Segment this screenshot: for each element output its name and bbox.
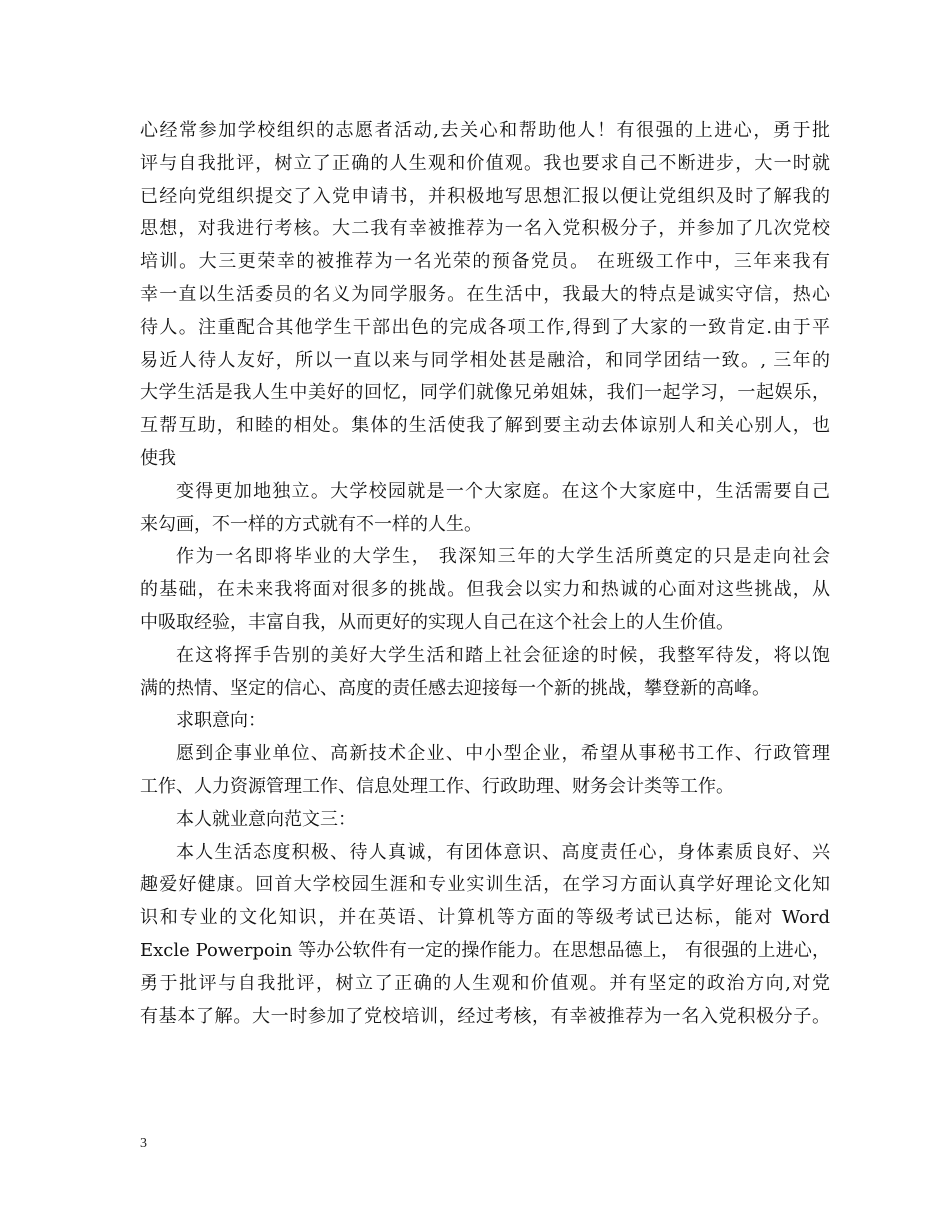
text-line: 来勾画，不一样的方式就有不一样的人生。 — [140, 513, 482, 535]
text-line: 愿到企事业单位、高新技术企业、中小型企业，希望从事秘书工作、行政管理 — [176, 743, 830, 765]
text-line: 易近人待人友好，所以一直以来与同学相处甚是融洽，和同学团结一致。, 三年的 — [140, 349, 830, 371]
text-line: 有基本了解。大一时参加了党校培训，经过考核，有幸被推荐为一名入党积极分子。 — [140, 1005, 830, 1027]
text-line: 评与自我批评，树立了正确的人生观和价值观。我也要求自己不断进步，大一时就 — [140, 152, 830, 174]
text-line: 本人生活态度积极、待人真诚，有团体意识、高度责任心，身体素质良好、兴 — [176, 841, 830, 863]
text-line: 互帮互助，和睦的相处。集体的生活使我了解到要主动去体谅别人和关心别人，也 — [140, 415, 830, 437]
body-text — [140, 115, 830, 1033]
text-line: 作为一名即将毕业的大学生， 我深知三年的大学生活所奠定的只是走向社会 — [176, 546, 830, 568]
text-line: Excle Powerpoin 等办公软件有一定的操作能力。在思想品德上， 有很强的上进心， — [140, 939, 830, 961]
page-number: 3 — [140, 1136, 147, 1151]
text-line: 满的热情、坚定的信心、高度的责任感去迎接每一个新的挑战，攀登新的高峰。 — [140, 677, 770, 699]
text-line: 趣爱好健康。回首大学校园生涯和专业实训生活，在学习方面认真学好理论文化知 — [140, 874, 830, 896]
text-line: 工作、人力资源管理工作、信息处理工作、行政助理、财务会计类等工作。 — [140, 775, 734, 797]
text-line: 培训。大三更荣幸的被推荐为一名光荣的预备党员。 在班级工作中，三年来我有 — [140, 251, 830, 273]
text-line: 使我 — [140, 447, 176, 469]
section-heading: 本人就业意向范文三： — [176, 808, 356, 830]
text-line: 识和专业的文化知识，并在英语、计算机等方面的等级考试已达标，能对 Word — [140, 907, 830, 929]
section-heading: 求职意向： — [176, 710, 266, 732]
text-line: 已经向党组织提交了入党申请书，并积极地写思想汇报以便让党组织及时了解我的 — [140, 185, 830, 207]
text-line: 幸一直以生活委员的名义为同学服务。在生活中，我最大的特点是诚实守信，热心 — [140, 283, 830, 305]
text-line: 中吸取经验，丰富自我，从而更好的实现人自己在这个社会上的人生价值。 — [140, 611, 734, 633]
text-line: 心经常参加学校组织的志愿者活动,去关心和帮助他人！有很强的上进心，勇于批 — [140, 120, 830, 141]
text-line: 的基础，在未来我将面对很多的挑战。但我会以实力和热诚的心面对这些挑战，从 — [140, 579, 830, 601]
text-line: 变得更加地独立。大学校园就是一个大家庭。在这个大家庭中，生活需要自己 — [176, 480, 830, 502]
text-line: 勇于批评与自我批评，树立了正确的人生观和价值观。并有坚定的政治方向,对党 — [140, 972, 830, 994]
text-line: 在这将挥手告别的美好大学生活和踏上社会征途的时候，我整军待发，将以饱 — [176, 644, 830, 666]
text-line: 大学生活是我人生中美好的回忆，同学们就像兄弟姐妹，我们一起学习，一起娱乐， — [140, 382, 830, 404]
text-line: 待人。注重配合其他学生干部出色的完成各项工作,得到了大家的一致肯定.由于平 — [140, 316, 830, 338]
text-line: 思想，对我进行考核。大二我有幸被推荐为一名入党积极分子，并参加了几次党校 — [140, 218, 830, 240]
